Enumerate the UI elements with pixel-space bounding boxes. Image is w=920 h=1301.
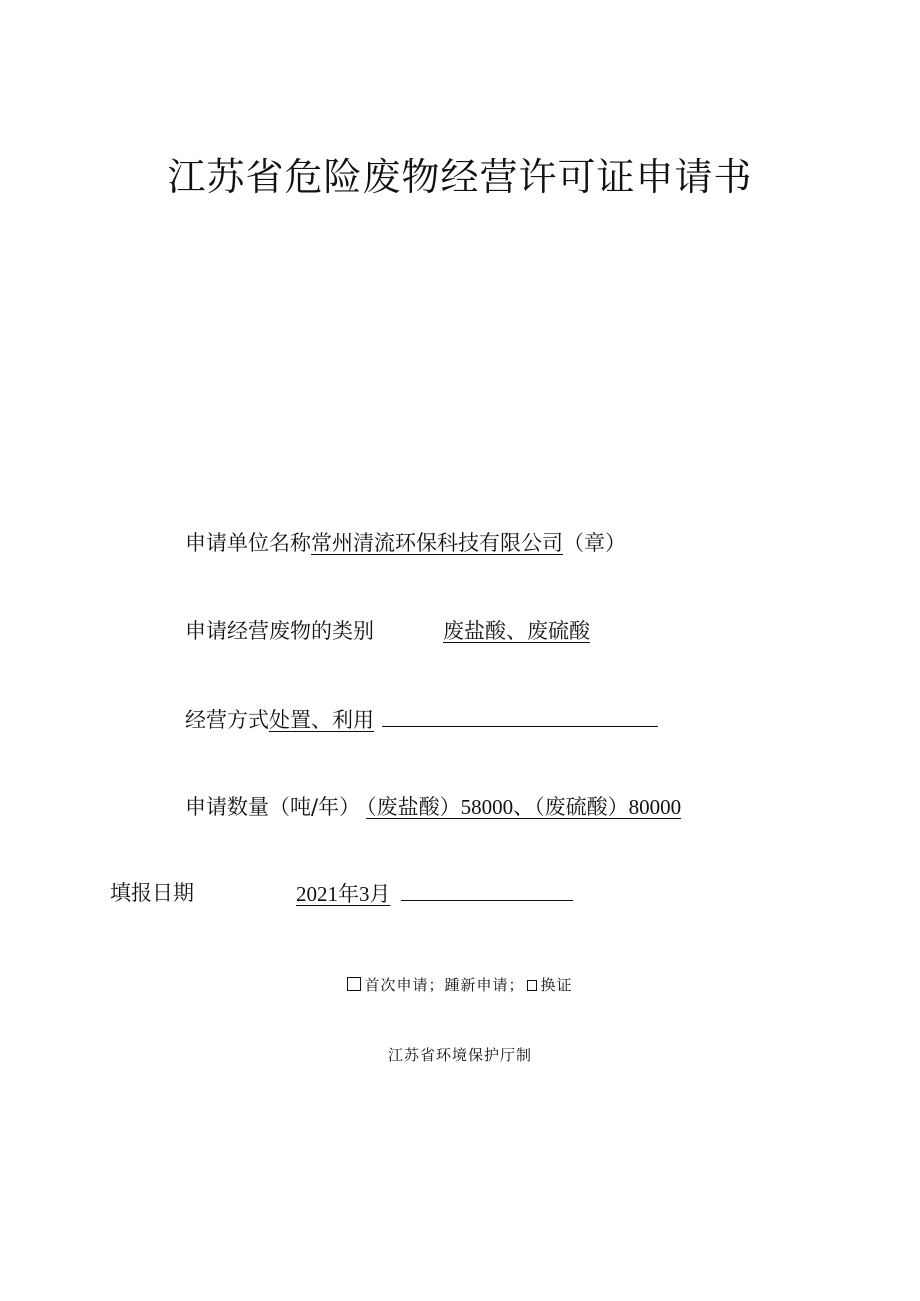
document-title: 江苏省危险废物经营许可证申请书 (167, 155, 753, 199)
applicant-label: 申请单位名称 (185, 531, 311, 555)
change-license-label: 换证 (540, 976, 573, 994)
date-blank-line[interactable] (401, 878, 573, 901)
quantity-row (185, 792, 681, 822)
date-value[interactable]: 2021年3月 (296, 882, 391, 906)
quantity-value[interactable]: （废盐酸）58000、（废硫酸）80000 (366, 795, 682, 819)
category-row (185, 616, 374, 646)
first-application-label: 首次申请； (364, 976, 445, 994)
method-row (185, 704, 658, 735)
date-row (110, 878, 194, 908)
change-license-checkbox[interactable] (527, 980, 537, 991)
method-value[interactable]: 处置、利用 (269, 708, 374, 732)
first-application-checkbox[interactable] (347, 977, 361, 991)
issuer-line: 江苏省环境保护厅制 (387, 1046, 532, 1064)
applicant-value[interactable]: 常州清流环保科技有限公司 (311, 531, 563, 555)
method-label: 经营方式 (185, 708, 269, 732)
application-type-row (0, 974, 920, 995)
date-value-wrap (296, 878, 573, 909)
category-value-wrap (443, 616, 590, 646)
method-blank-line[interactable] (382, 704, 658, 727)
quantity-label: 申请数量（吨/年） (185, 795, 361, 819)
category-value[interactable]: 废盐酸、废硫酸 (443, 619, 590, 643)
category-label: 申请经营废物的类别 (185, 619, 374, 643)
applicant-seal-suffix: （章） (563, 531, 626, 555)
renew-application-label: 踵新申请； (444, 976, 525, 994)
date-label: 填报日期 (110, 881, 194, 905)
applicant-row (185, 528, 626, 558)
